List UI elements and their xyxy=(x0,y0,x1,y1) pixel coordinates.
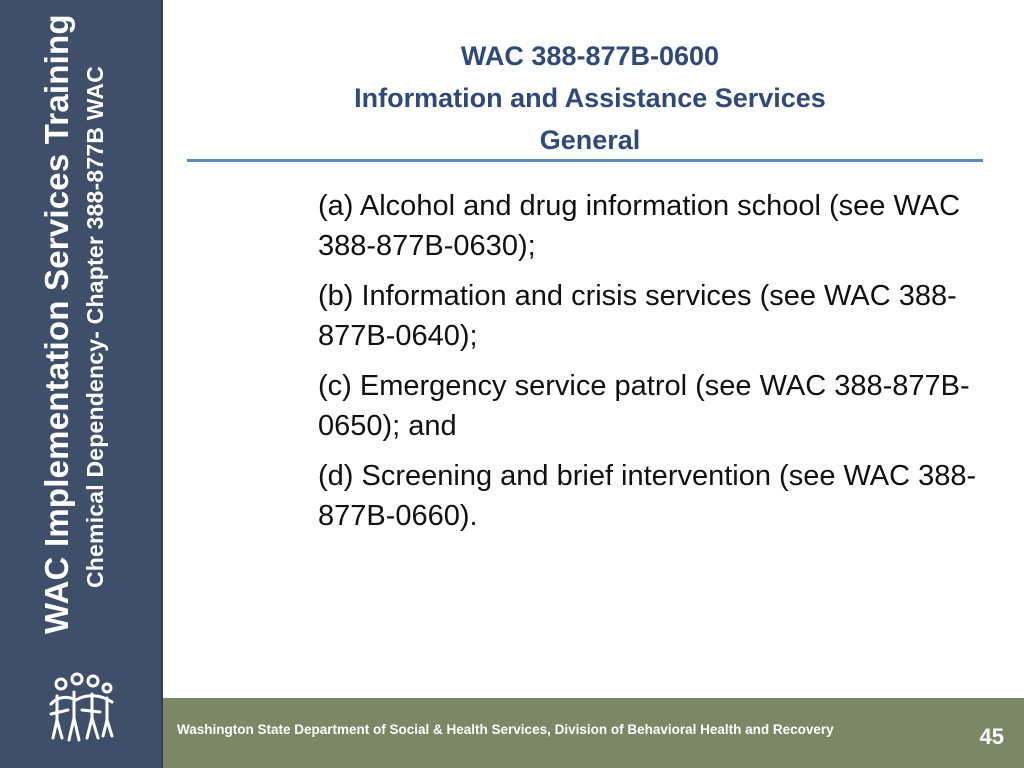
list-item: (d) Screening and brief intervention (see WAC 388-877B-0660). xyxy=(318,460,977,532)
side-banner xyxy=(0,0,163,768)
dshs-people-logo-icon xyxy=(48,670,116,742)
page-number: 45 xyxy=(979,724,1004,749)
slide-title xyxy=(185,35,995,161)
footer-text: Washington State Department of Social & Health Services, Division of Behavioral Health and Recovery xyxy=(177,722,834,737)
vertical-subtitle: Chemical Dependency- Chapter 388-877B WAC xyxy=(82,65,108,588)
title-line-1: WAC 388-877B-0600 xyxy=(460,41,720,71)
content-list xyxy=(318,186,978,546)
footer-bar xyxy=(163,698,1024,768)
title-line-2: Information and Assistance Services xyxy=(354,83,826,113)
list-item: (b) Information and crisis services (see WAC 388-877B-0640); xyxy=(318,280,957,352)
list-item: (a) Alcohol and drug information school (see WAC 388-877B-0630); xyxy=(318,190,961,262)
list-item: (c) Emergency service patrol (see WAC 388-877B-0650); and xyxy=(318,370,970,442)
vertical-title: WAC Implementation Services Training xyxy=(38,14,75,634)
title-divider xyxy=(187,159,983,162)
title-line-3: General xyxy=(539,125,641,155)
